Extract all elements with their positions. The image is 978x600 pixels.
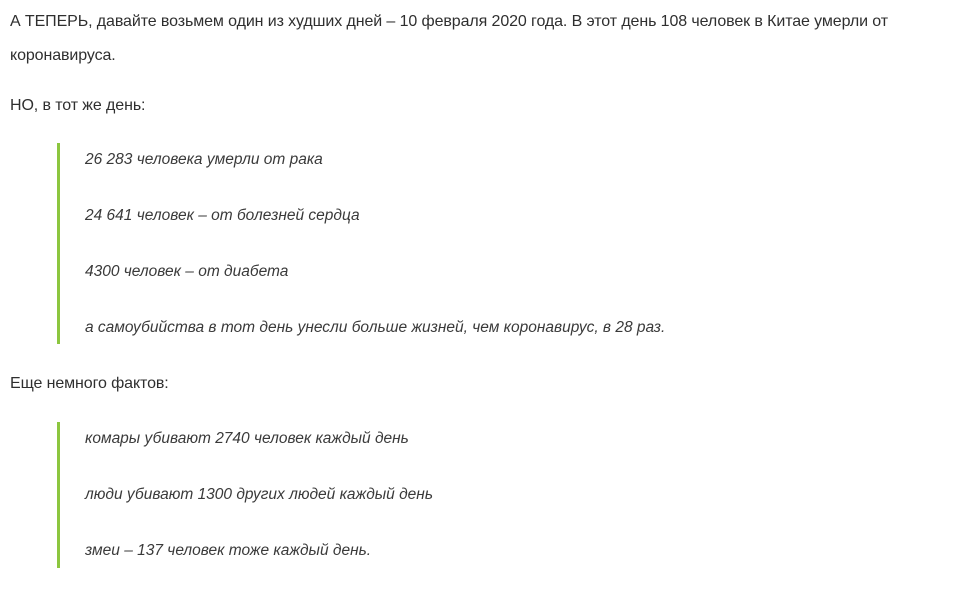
quote-line-cancer: 26 283 человека умерли от рака bbox=[85, 151, 323, 168]
quote-line-diabetes: 4300 человек – от диабета bbox=[85, 263, 289, 280]
quote-line-suicide: а самоубийства в тот день унесли больше жизней, чем коронавирус, в 28 раз. bbox=[85, 319, 666, 336]
quote-line-snakes: змеи – 137 человек тоже каждый день. bbox=[85, 542, 372, 559]
but-paragraph: НО, в тот же день: bbox=[10, 97, 146, 114]
quote-line-people: люди убивают 1300 других людей каждый день bbox=[85, 486, 433, 503]
intro-paragraph: А ТЕПЕРЬ, давайте возьмем один из худших дней – 10 февраля 2020 года. В этот день 108 человек в Китае умерли от коронавируса. bbox=[10, 13, 888, 64]
blockquote-more-facts bbox=[57, 422, 433, 568]
quote-line-heart: 24 641 человек – от болезней сердца bbox=[85, 207, 360, 224]
more-facts-paragraph: Еще немного фактов: bbox=[10, 375, 169, 392]
quote-line-mosquitoes: комары убивают 2740 человек каждый день bbox=[85, 430, 409, 447]
blockquote-death-stats bbox=[57, 143, 665, 344]
